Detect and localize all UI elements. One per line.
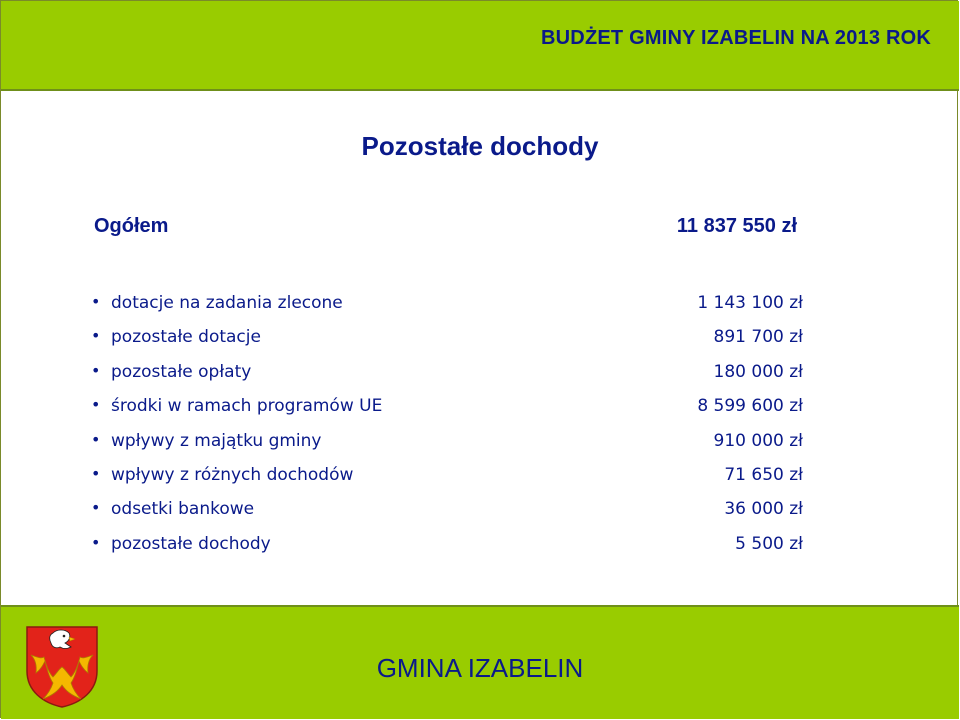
bullet-icon: • [91,395,101,415]
item-label: pozostałe dochody [111,533,271,554]
list-item [91,291,803,325]
bullet-icon: • [91,463,101,483]
footer-bar [1,605,959,719]
footer-title: GMINA IZABELIN [376,653,584,683]
header-title: BUDŻET GMINY IZABELIN NA 2013 ROK [541,27,931,49]
item-value: 891 700 zł [713,327,803,348]
bullet-icon: • [91,498,101,518]
list-item [91,463,803,497]
item-value: 910 000 zł [713,430,803,451]
item-label: odsetki bankowe [111,499,255,520]
item-label: dotacje na zadania zlecone [111,293,343,313]
list-item [91,497,803,531]
list-item [91,532,803,566]
item-label: pozostałe dotacje [111,327,261,348]
item-value: 5 500 zł [735,533,803,554]
item-value: 1 143 100 zł [697,293,803,313]
bullet-icon: • [91,429,101,449]
item-label: wpływy z różnych dochodów [111,464,354,485]
item-value: 36 000 zł [724,499,803,520]
list-item [91,325,803,359]
list-item [91,394,803,428]
item-value: 8 599 600 zł [697,396,803,417]
item-label: pozostałe opłaty [111,361,252,382]
total-label: Ogółem [94,215,169,237]
item-label: środki w ramach programów UE [111,396,383,417]
header-bar [1,1,959,91]
page-title: Pozostałe dochody [361,131,599,161]
bullet-icon: • [91,532,101,552]
bullet-icon: • [91,292,101,311]
item-value: 71 650 zł [724,464,803,485]
bullet-icon: • [91,326,101,346]
total-value: 11 837 550 zł [676,215,797,237]
income-list [91,291,803,566]
list-item [91,429,803,463]
item-value: 180 000 zł [713,361,803,382]
item-label: wpływy z majątku gminy [111,430,322,451]
bullet-icon: • [91,360,101,380]
list-item [91,360,803,394]
